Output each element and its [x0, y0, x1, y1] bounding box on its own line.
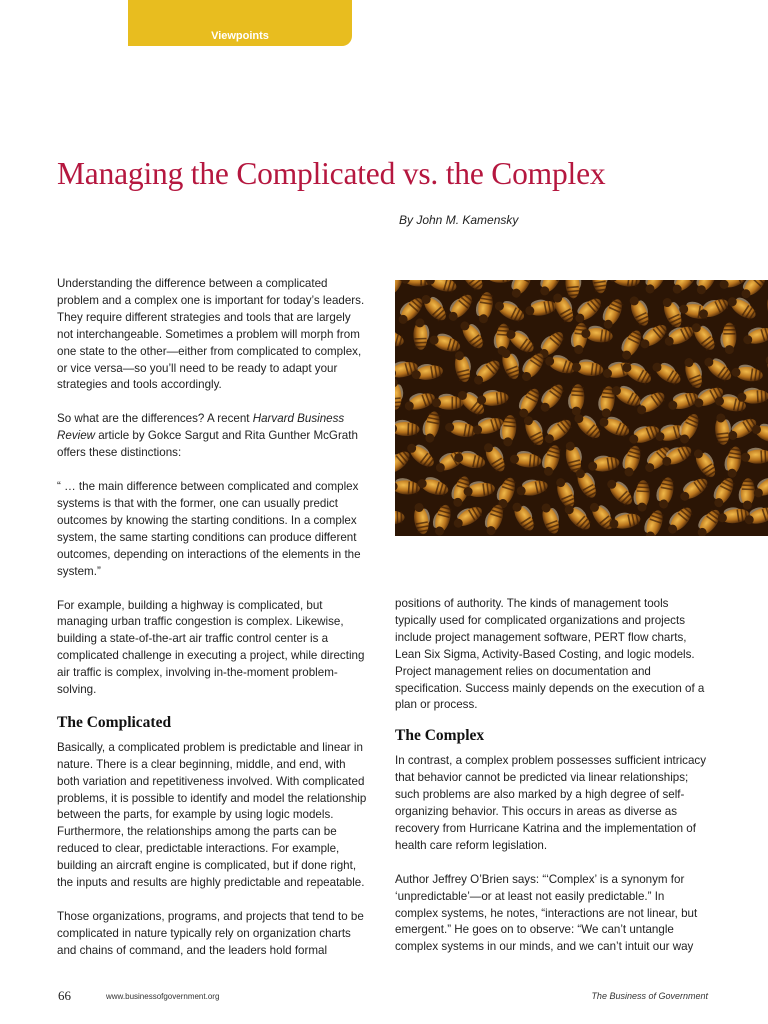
text-column-left: [57, 276, 369, 960]
paragraph-obrien: Author Jeffrey O’Brien says: “‘Complex’ is a synonym for ‘unpredictable’—or at least not easily predictable.” In complex systems, he notes, “interactions are not linear, but emergent.” He goes on to observe: “We can’t untangle complex systems in our minds, and we can’t intuit our way: [395, 872, 698, 954]
paragraph-quote: “ … the main difference between complicated and complex systems is that with the former, one can usually predict outcomes by knowing the starting conditions. In a complex system, the same starting conditions can produce different outcomes, depending on interactions of the elements in the system.”: [57, 480, 361, 578]
paragraph-text: So what are the differences? A recent: [57, 412, 253, 426]
byline: By John M. Kamensky: [399, 213, 519, 227]
paragraph-complex: In contrast, a complex problem possesses sufficient intricacy that behavior cannot be predicted via linear relationships; such problems are also marked by a high degree of self-organizing behavior. This occurs in areas as diverse as recovery from Hurricane Katrina and the implementation of health care reform legislation.: [395, 754, 707, 852]
section-tab: [128, 0, 352, 46]
paragraph-text: article by Gokce Sargut and Rita Gunther McGrath offers these distinctions:: [57, 429, 358, 460]
paragraph-example: For example, building a highway is complicated, but managing urban traffic congestion is complex. Likewise, building a state-of-the-art air traffic control center is a complicated challenge in executing a project, while directing air traffic is complex, involving in-the-moment problem-solving.: [57, 598, 365, 697]
paragraph-differences: [57, 411, 369, 462]
journal-name: Harvard Business Review: [57, 412, 345, 443]
heading-complicated: The Complicated: [57, 713, 172, 731]
section-tab-label: Viewpoints: [211, 30, 269, 42]
paragraph-organizations: Those organizations, programs, and projects that tend to be complicated in nature typically rely on organization charts and chains of command, and the leaders hold formal: [57, 910, 364, 957]
paragraph-complicated: Basically, a complicated problem is predictable and linear in nature. There is a clear beginning, middle, and end, with both variation and repetitiveness involved. With complicated problems, it is possible to identify and model the relationship between the parts, for example by using logic models. Furthermore, the relationships among the parts can be reduced to clear, predictable interactions. For example, building an aircraft engine is complicated, but if done right, the inputs and results are highly predictable and repeatable.: [57, 740, 367, 890]
article-title: Managing the Complicated vs. the Complex: [57, 156, 606, 191]
footer-publication: The Business of Government: [591, 991, 708, 1001]
heading-complex: The Complex: [395, 727, 485, 745]
text-column-right: [395, 596, 707, 956]
page-number: 66: [58, 988, 71, 1003]
footer-url: www.businessofgovernment.org: [106, 992, 220, 1001]
paragraph-intro: Understanding the difference between a complicated problem and a complex one is important for today’s leaders. They require different strategies and tools that are largely not interchangeable. Sometimes a problem will morph from one state to the other—either from complicated to complex, or vice versa—so you’ll need to be ready to adapt your strategies and tools accordingly.: [57, 277, 365, 392]
paragraph-authority: positions of authority. The kinds of management tools typically used for complicated organizations and projects include project management software, PERT flow charts, Lean Six Sigma, Activity-Based Costing, and logic models. Project management relies on documentation and specification. Success mainly depends on the execution of a plan or process.: [395, 597, 705, 712]
bees-photo: [395, 280, 768, 536]
